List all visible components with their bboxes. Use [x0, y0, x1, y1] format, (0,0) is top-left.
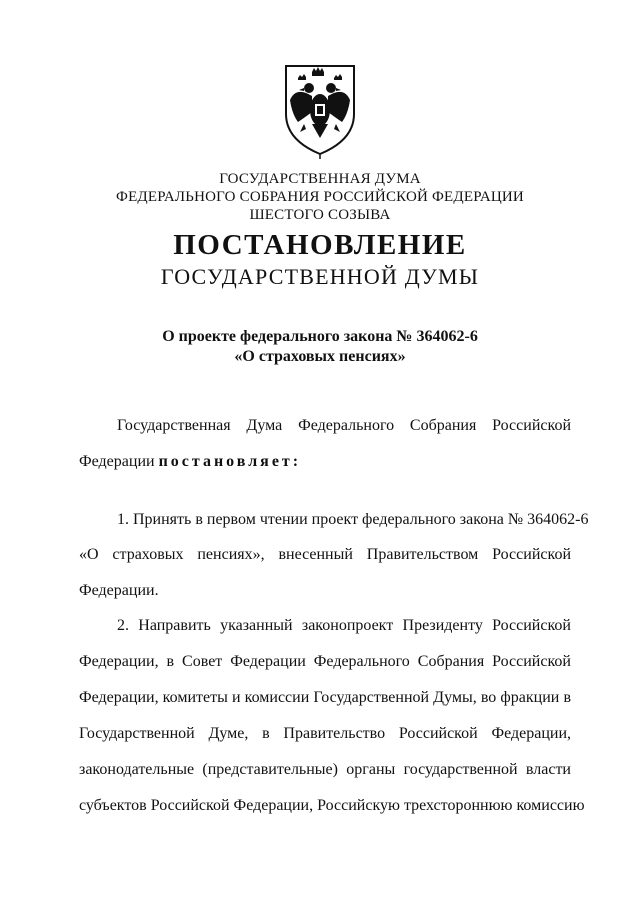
header-line-convocation: ШЕСТОГО СОЗЫВА [249, 207, 391, 223]
document-title: ПОСТАНОВЛЕНИЕ [173, 229, 467, 261]
paragraph-2-line-6: субъектов Российской Федерации, Российскую трехстороннюю комиссию [79, 797, 585, 814]
intro-line-1: Государственная Дума Федерального Собрания Российской [117, 417, 571, 434]
paragraph-2-line-1: 2. Направить указанный законопроект Президенту Российской [117, 617, 571, 634]
subject-line-1: О проекте федерального закона № 364062-6 [162, 328, 478, 345]
coat-of-arms-emblem [282, 62, 358, 160]
resolves-word: постановляет: [158, 453, 302, 470]
subject-line-2: «О страховых пенсиях» [234, 348, 406, 365]
intro-federation-word: Федерации [79, 453, 159, 470]
paragraph-2-line-5: законодательные (представительные) органы государственной власти [79, 761, 571, 778]
document-subtitle: ГОСУДАРСТВЕННОЙ ДУМЫ [160, 264, 480, 289]
header-line-federal-assembly: ФЕДЕРАЛЬНОГО СОБРАНИЯ РОССИЙСКОЙ ФЕДЕРАЦИИ [116, 189, 524, 205]
paragraph-2-line-4: Государственной Думе, в Правительство Российской Федерации, [79, 725, 571, 742]
paragraph-2-line-3: Федерации, комитеты и комиссии Государственной Думы, во фракции в [79, 689, 571, 706]
paragraph-2-line-2: Федерации, в Совет Федерации Федерального Собрания Российской [79, 653, 571, 670]
paragraph-1-line-2: «О страховых пенсиях», внесенный Правительством Российской [79, 546, 571, 563]
intro-line-2 [79, 452, 571, 472]
header-line-duma: ГОСУДАРСТВЕННАЯ ДУМА [219, 171, 421, 187]
paragraph-1-line-1: 1. Принять в первом чтении проект федерального закона № 364062-6 [117, 511, 589, 528]
paragraph-1-line-3: Федерации. [79, 582, 159, 599]
